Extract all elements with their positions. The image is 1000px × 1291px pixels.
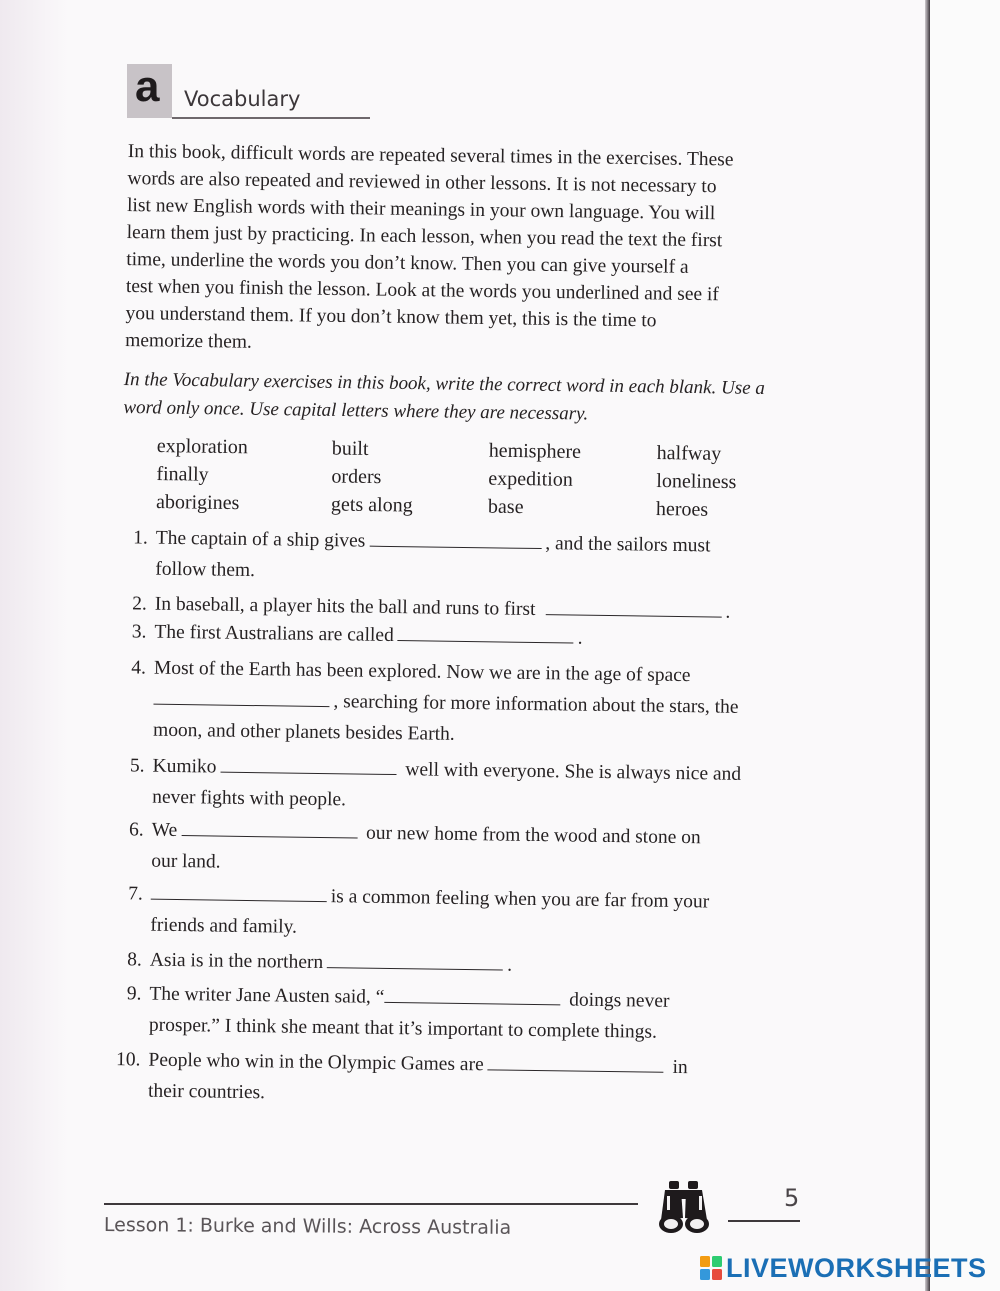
intro-line: In this book, difficult words are repeated several times in the exercises. These <box>127 140 734 171</box>
instructions <box>123 366 814 432</box>
question-text: follow them. <box>155 558 256 582</box>
instruction-line: In the Vocabulary exercises in this book, write the correct word in each blank. Use a <box>123 368 766 399</box>
word-bank-word: built <box>331 437 369 460</box>
question-text: Kumiko <box>152 755 217 778</box>
word-bank-word: gets along <box>330 493 413 517</box>
section-title-underline <box>172 117 370 119</box>
question-number: 7. <box>128 883 143 905</box>
answer-blank[interactable] <box>151 898 327 902</box>
question-text: In baseball, a player hits the ball and runs to first <box>154 593 536 620</box>
question-number: 6. <box>128 819 144 841</box>
word-bank-column <box>656 439 737 524</box>
word-bank-word: heroes <box>655 497 709 521</box>
question-text: The writer Jane Austen said, “ <box>149 983 385 1008</box>
question-number: 10. <box>115 1049 141 1071</box>
question-text: . <box>577 627 583 649</box>
answer-blank[interactable] <box>181 834 357 838</box>
question-text: their countries. <box>147 1080 266 1104</box>
word-bank-word: loneliness <box>656 469 737 494</box>
question-text: We <box>151 819 178 841</box>
question-text: The captain of a ship gives <box>155 527 366 552</box>
intro-line: time, underline the words you don’t know. Then you can give yourself a <box>126 248 689 278</box>
question-number: 2. <box>132 593 148 615</box>
question-text: never fights with people. <box>152 786 347 811</box>
question-number: 1. <box>133 527 148 549</box>
question-text: prosper.” I think she meant that it’s important to complete things. <box>148 1014 658 1043</box>
question-number: 8. <box>127 949 143 971</box>
question-text: . <box>507 954 513 976</box>
question-text: Asia is in the northern <box>149 949 324 974</box>
section-title: Vocabulary <box>184 87 301 111</box>
question-text: Most of the Earth has been explored. Now we are in the age of space <box>153 657 691 687</box>
word-bank-word: aborigines <box>155 490 240 515</box>
question-text: moon, and other planets besides Earth. <box>152 719 455 745</box>
answer-blank[interactable] <box>220 771 396 775</box>
word-bank-word: finally <box>156 462 209 486</box>
word-bank-word: hemisphere <box>488 439 582 463</box>
question-number: 3. <box>131 621 147 643</box>
answer-blank[interactable] <box>153 703 329 707</box>
intro-paragraph <box>125 138 818 364</box>
question-number: 5. <box>129 755 145 777</box>
answer-blank[interactable] <box>384 1001 560 1005</box>
question-number: 4. <box>131 657 147 679</box>
question-text: , searching for more information about the stars, the <box>333 691 739 718</box>
question-text: well with everyone. She is always nice and <box>405 759 742 785</box>
question-text: The first Australians are called <box>154 621 394 646</box>
liveworksheets-brand <box>700 1253 987 1283</box>
word-bank-word: base <box>487 495 524 519</box>
answer-blank[interactable] <box>545 613 721 617</box>
question-text: friends and family. <box>150 914 298 938</box>
question-text: People who win in the Olympic Games are <box>148 1049 484 1076</box>
answer-blank[interactable] <box>327 966 503 970</box>
page-number-rule <box>728 1220 800 1222</box>
word-bank-word: expedition <box>488 467 573 491</box>
question-text: in <box>672 1056 688 1079</box>
intro-line: memorize them. <box>125 329 253 353</box>
word-bank-word: exploration <box>156 434 249 459</box>
question-text: . <box>725 601 731 623</box>
word-bank-word: halfway <box>656 441 722 465</box>
word-bank-column <box>156 432 248 517</box>
question-text: our new home from the wood and stone on <box>365 822 701 849</box>
word-bank-column <box>331 434 414 519</box>
question-text: our land. <box>151 850 221 873</box>
page-binding-shadow <box>0 0 68 1291</box>
page-number: 5 <box>784 1184 800 1212</box>
question-number: 9. <box>126 983 142 1005</box>
footer-rule <box>104 1203 638 1205</box>
intro-line: test when you finish the lesson. Look at the words you underlined and see if <box>125 275 720 306</box>
answer-blank[interactable] <box>398 639 574 643</box>
intro-line: you understand them. If you don’t know them yet, this is the time to <box>125 302 657 332</box>
binoculars-icon <box>655 1178 715 1236</box>
intro-line: list new English words with their meanings in your own language. You will <box>126 194 716 225</box>
word-bank-word: orders <box>331 465 382 489</box>
word-bank <box>156 432 797 533</box>
question-text: is a common feeling when you are far from your <box>330 886 710 913</box>
answer-blank[interactable] <box>369 545 541 549</box>
section-letter: a <box>135 62 160 111</box>
instruction-line: word only once. Use capital letters where they are necessary. <box>123 396 589 425</box>
answer-blank[interactable] <box>488 1068 664 1072</box>
page-margin <box>930 0 1000 1291</box>
word-bank-column <box>488 437 581 522</box>
liveworksheets-logo-icon <box>700 1256 722 1280</box>
question-text: , and the sailors must <box>545 533 711 557</box>
liveworksheets-wordmark: LIVEWORKSHEETS <box>726 1252 987 1283</box>
intro-line: learn them just by practicing. In each lesson, when you read the text the first <box>126 221 723 252</box>
lesson-title: Lesson 1: Burke and Wills: Across Australia <box>103 1214 512 1239</box>
intro-line: words are also repeated and reviewed in other lessons. It is not necessary to <box>127 167 717 198</box>
question-text: doings never <box>569 989 670 1012</box>
